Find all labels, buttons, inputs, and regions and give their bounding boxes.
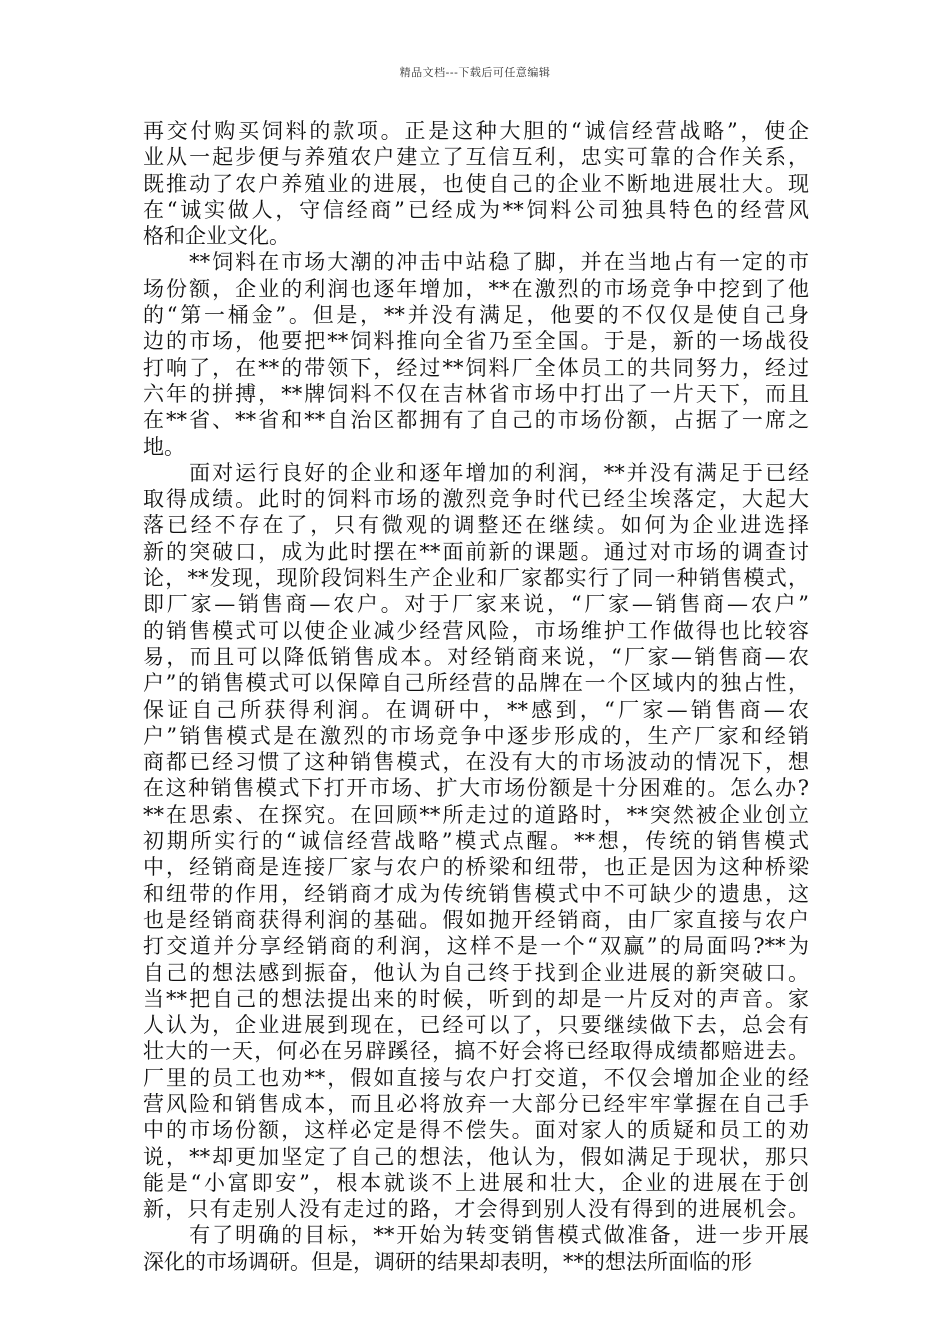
text-line: 打响了，在**的带领下，经过**饲料厂全体员工的共同努力，经过 — [143, 355, 809, 380]
text-line: 既推动了农户养殖业的进展，也使自己的企业不断地进展壮大。现 — [143, 171, 809, 196]
text-line: 面对运行良好的企业和逐年增加的利润，**并没有满足于已经 — [143, 460, 809, 485]
text-line: 在“诚实做人，守信经商”已经成为**饲料公司独具特色的经营风 — [143, 197, 809, 222]
text-line: 和纽带的作用，经销商才成为传统销售模式中不可缺少的遗患，这 — [143, 881, 809, 906]
text-line: 地。 — [143, 434, 185, 459]
text-line: 在这种销售模式下打开市场、扩大市场份额是十分困难的。怎么办? — [143, 776, 809, 801]
text-line: 人认为，企业进展到现在，已经可以了，只要继续做下去，总会有 — [143, 1013, 809, 1038]
text-line: 当**把自己的想法提出来的时候，听到的却是一片反对的声音。家 — [143, 986, 809, 1011]
text-line: 论，**发现，现阶段饲料生产企业和厂家都实行了同一种销售模式， — [143, 566, 809, 591]
text-line: 在**省、**省和**自治区都拥有了自己的市场份额，占据了一席之 — [143, 408, 809, 433]
text-line: 场份额，企业的利润也逐年增加，**在激烈的市场竞争中挖到了他 — [143, 276, 809, 301]
text-line: 初期所实行的“诚信经营战略”模式点醒。**想，传统的销售模式 — [143, 829, 809, 854]
text-line: 厂里的员工也劝**，假如直接与农户打交道，不仅会增加企业的经 — [143, 1065, 809, 1090]
text-line: 自己的想法感到振奋，他认为自己终于找到企业进展的新突破口。 — [143, 960, 809, 985]
text-line: 有了明确的目标，**开始为转变销售模式做准备，进一步开展 — [143, 1223, 809, 1248]
text-line: 即厂家—销售商—农户。对于厂家来说，“厂家—销售商—农户” — [143, 592, 809, 617]
text-line: 营风险和销售成本，而且必将放弃一大部分已经牢牢掌握在自己手 — [143, 1091, 809, 1116]
text-line: 的销售模式可以使企业减少经营风险，市场维护工作做得也比较容 — [143, 618, 809, 643]
text-line: 壮大的一天，何必在另辟蹊径，搞不好会将已经取得成绩都赔进去。 — [143, 1039, 809, 1064]
text-line: 易，而且可以降低销售成本。对经销商来说，“厂家—销售商—农 — [143, 644, 809, 669]
page-header: 精品文档---下载后可任意编辑 — [399, 66, 551, 79]
text-line: 能是“小富即安”，根本就谈不上进展和壮大，企业的进展在于创 — [143, 1170, 809, 1195]
text-line: 新，只有走别人没有走过的路，才会得到别人没有得到的进展机会。 — [143, 1197, 809, 1222]
text-line: 格和企业文化。 — [143, 224, 290, 249]
text-line: 说，**却更加坚定了自己的想法，他认为，假如满足于现状，那只 — [143, 1144, 809, 1169]
text-line: 业从一起步便与养殖农户建立了互信互利，忠实可靠的合作关系， — [143, 145, 809, 170]
text-line: 户”销售模式是在激烈的市场竞争中逐步形成的，生产厂家和经销 — [143, 723, 809, 748]
text-line: 商都已经习惯了这种销售模式，在没有大的市场波动的情况下，想 — [143, 750, 809, 775]
text-line: 中，经销商是连接厂家与农户的桥梁和纽带，也正是因为这种桥梁 — [143, 855, 809, 880]
text-line: 的“第一桶金”。但是，**并没有满足，他要的不仅仅是使自己身 — [143, 303, 809, 328]
text-line: 取得成绩。此时的饲料市场的激烈竞争时代已经尘埃落定，大起大 — [143, 487, 809, 512]
text-line: 保证自己所获得利润。在调研中，**感到，“厂家—销售商—农 — [143, 697, 809, 722]
text-line: 再交付购买饲料的款项。正是这种大胆的“诚信经营战略”，使企 — [143, 119, 809, 143]
text-line: 打交道并分享经销商的利润，这样不是一个“双赢”的局面吗?**为 — [143, 934, 809, 959]
text-line: 也是经销商获得利润的基础。假如抛开经销商，由厂家直接与农户 — [143, 907, 809, 932]
text-line: **在思索、在探究。在回顾**所走过的道路时，**突然被企业创立 — [143, 802, 809, 827]
text-line: **饲料在市场大潮的冲击中站稳了脚，并在当地占有一定的市 — [143, 250, 809, 275]
text-line: 户”的销售模式可以保障自己所经营的品牌在一个区域内的独占性， — [143, 671, 809, 696]
text-line: 落已经不存在了，只有微观的调整还在继续。如何为企业进选择 — [143, 513, 809, 538]
text-line: 深化的市场调研。但是，调研的结果却表明，**的想法所面临的形 — [143, 1249, 752, 1274]
document-body — [143, 118, 809, 1275]
text-line: 边的市场，他要把**饲料推向全省乃至全国。于是，新的一场战役 — [143, 329, 809, 354]
text-line: 中的市场份额，这样必定是得不偿失。面对家人的质疑和员工的劝 — [143, 1118, 809, 1143]
text-line: 新的突破口，成为此时摆在**面前新的课题。通过对市场的调查讨 — [143, 539, 809, 564]
text-line: 六年的拼搏，**牌饲料不仅在吉林省市场中打出了一片天下，而且 — [143, 381, 809, 406]
